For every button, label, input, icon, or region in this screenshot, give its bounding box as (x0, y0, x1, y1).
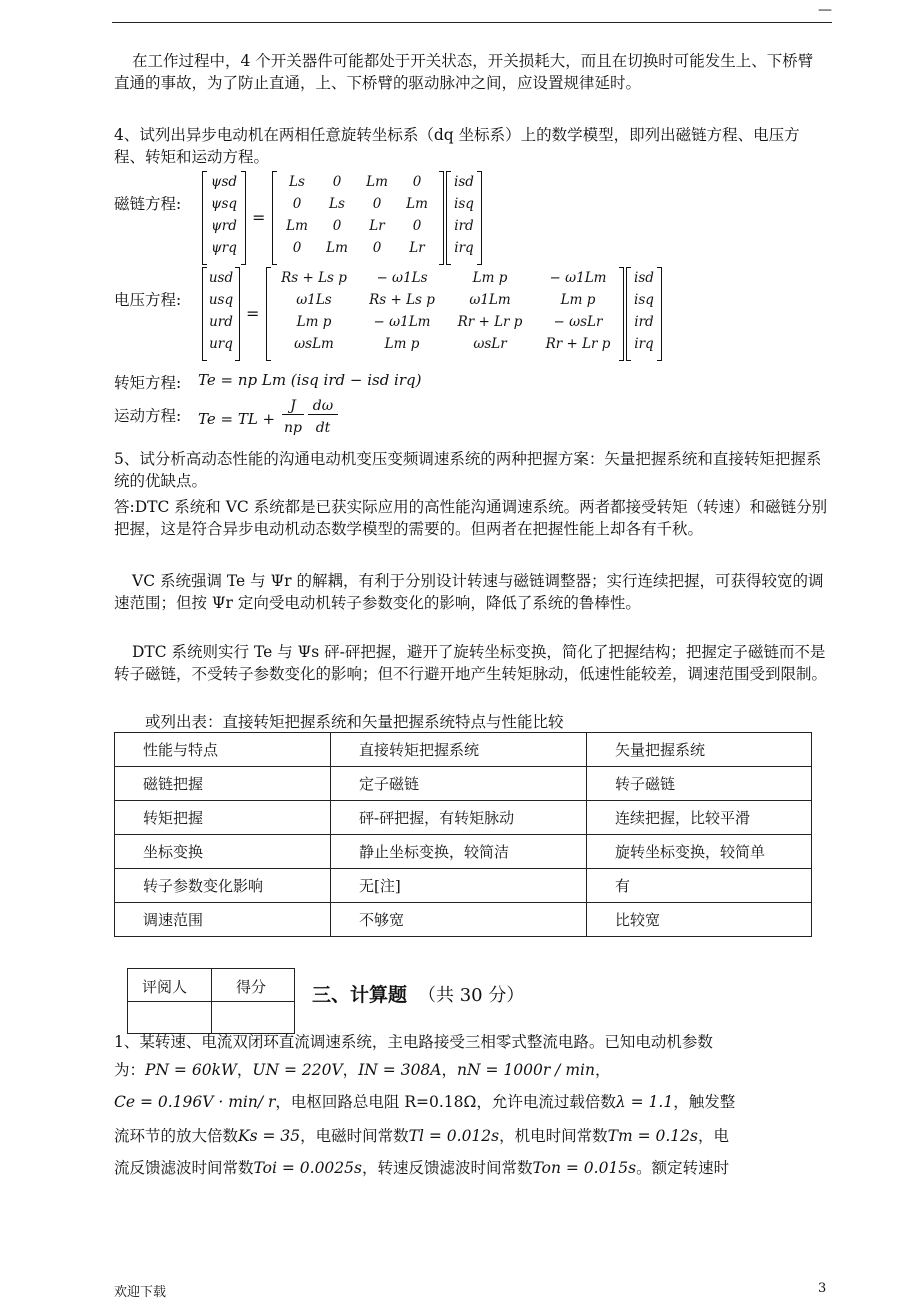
torque-equation: Te = np Lm (isq ird − isd irq) (198, 371, 422, 389)
calc1-line4-d: ，电 (697, 1127, 729, 1145)
calc1-line5 (114, 1152, 828, 1184)
calc1-pn: PN = 60kW (145, 1061, 237, 1079)
calc1-tl: Tl = 0.012s (408, 1127, 500, 1145)
flux-m-0-1: 0 (332, 174, 342, 190)
calc1-line4 (114, 1120, 828, 1152)
volt-m-2-2: Rr + Lr p (457, 314, 523, 330)
vcur-vec-3: irq (634, 336, 654, 352)
q5-vc-paragraph: VC 系统强调 Te 与 Ψr 的解耦，有利于分别设计转速与磁链调整器；实行连续把握，可获得较宽的调速范围；但按 Ψr 定向受电动机转子参数变化的影响，降低了系统的鲁棒性。 (114, 572, 824, 612)
table-row (115, 869, 812, 903)
table-cell: 坐标变换 (115, 835, 331, 869)
calc1-line3-mid: ，电枢回路总电阻 R=0.18Ω，允许电流过载倍数 (275, 1093, 616, 1111)
table-cell: 不够宽 (331, 903, 587, 937)
calc1-nn: nN = 1000r / min (457, 1061, 595, 1079)
calc1-ton: Ton = 0.015s (532, 1159, 637, 1177)
table-cell: 静止坐标变换，较简洁 (331, 835, 587, 869)
current-vector (446, 172, 482, 264)
calc1-un: UN = 220V (252, 1061, 343, 1079)
table-cell: 转矩把握 (115, 801, 331, 835)
q5-answer: 答:DTC 系统和 VC 系统都是已获实际应用的高性能沟通调速系统。两者都接受转矩（转速）和磁链分别把握，这是符合异步电动机动态数学模型的需要的。但两者在把握性能上却各有千秋。 (114, 498, 828, 538)
reviewer-label: 评阅人 (142, 978, 188, 996)
table-caption: 或列出表：直接转矩把握系统和矢量把握系统特点与性能比较 (145, 713, 564, 731)
score-box (127, 968, 295, 1034)
voltage-matrix (266, 268, 624, 360)
volt-vec-0: usd (208, 270, 234, 286)
table-cell: 无[注] (331, 869, 587, 903)
calc1-line2-prefix: 为： (114, 1061, 146, 1079)
table-cell: 有 (587, 869, 812, 903)
header-mark: — (818, 2, 832, 18)
table-cell: 磁链把握 (115, 767, 331, 801)
cur-vec-0: isd (454, 174, 474, 190)
page-number: 3 (818, 1281, 827, 1296)
table-header-cell: 直接转矩把握系统 (331, 733, 587, 767)
motion-dfrac-num: dω (308, 398, 338, 415)
flux-equals: = (252, 208, 266, 227)
volt-m-3-1: Lm p (384, 336, 420, 352)
table-cell: 旋转坐标变换，较简单 (587, 835, 812, 869)
intro-paragraph: 在工作过程中，4 个开关器件可能都处于开关状态，开关损耗大，而且在切换时可能发生上、下桥臂直通的事故，为了防止直通，上、下桥臂的驱动脉冲之间，应设置规律延时。 (114, 52, 814, 92)
score-label: 得分 (236, 978, 267, 996)
table-cell: 转子参数变化影响 (115, 869, 331, 903)
flux-vec-0: ψsd (210, 174, 238, 190)
motion-frac-den: np (284, 420, 302, 436)
volt-m-0-2: Lm p (472, 270, 508, 286)
flux-vec-2: ψrd (211, 218, 237, 234)
table-cell: 比较宽 (587, 903, 812, 937)
torque-label: 转矩方程: (114, 374, 182, 392)
flux-m-1-1: Ls (329, 196, 345, 212)
table-cell: 定子磁链 (331, 767, 587, 801)
table-cell: 转子磁链 (587, 767, 812, 801)
table-row (115, 733, 812, 767)
volt-vec-1: usq (208, 292, 234, 308)
vcur-vec-0: isd (634, 270, 654, 286)
table-header-cell: 矢量把握系统 (587, 733, 812, 767)
calc1-line4-b: ，电磁时间常数 (300, 1127, 409, 1145)
calc1-lambda: λ = 1.1 (615, 1093, 674, 1111)
volt-m-3-2: ωsLr (473, 336, 507, 352)
table-row (115, 767, 812, 801)
volt-m-1-3: Lm p (560, 292, 596, 308)
volt-m-2-3: − ωsLr (553, 314, 603, 330)
calc1-line5-c: 。额定转速时 (636, 1159, 730, 1177)
volt-m-3-3: Rr + Lr p (545, 336, 611, 352)
voltage-vector (202, 268, 240, 360)
flux-matrix (272, 172, 444, 264)
calc1-line3-tail: ，触发整 (673, 1093, 736, 1111)
voltage-equals: = (246, 304, 260, 323)
flux-m-3-3: Lr (409, 240, 425, 256)
flux-m-0-2: Lm (366, 174, 388, 190)
volt-m-1-1: Rs + Ls p (369, 292, 435, 308)
volt-m-0-3: − ω1Lm (549, 270, 607, 286)
volt-m-0-1: − ω1Ls (376, 270, 428, 286)
flux-m-1-3: Lm (406, 196, 428, 212)
flux-m-2-2: Lr (369, 218, 385, 234)
table-row (115, 801, 812, 835)
flux-m-1-2: 0 (372, 196, 382, 212)
volt-vec-2: urd (209, 314, 233, 330)
flux-vector (202, 172, 246, 264)
volt-m-0-0: Rs + Ls p (281, 270, 347, 286)
flux-m-2-1: 0 (332, 218, 342, 234)
comparison-table (114, 732, 812, 937)
table-header-cell: 性能与特点 (115, 733, 331, 767)
table-cell: 连续把握，比较平滑 (587, 801, 812, 835)
calc1-line5-a: 流反馈滤波时间常数 (114, 1159, 254, 1177)
calc1-ce: Ce = 0.196V · min/ r (114, 1093, 276, 1111)
cur-vec-2: ird (454, 218, 474, 234)
flux-label: 磁链方程: (114, 195, 182, 213)
motion-lhs: Te = TL + (198, 410, 276, 428)
vcur-vec-2: ird (634, 314, 654, 330)
calc1-toi: Toi = 0.0025s (253, 1159, 362, 1177)
calc1-line3 (114, 1086, 828, 1118)
flux-m-2-0: Lm (286, 218, 308, 234)
flux-vec-1: ψsq (210, 196, 238, 212)
calc1-line2: 为：PN = 60kW，UN = 220V，IN = 308A，nN = 1000r / min， (114, 1061, 611, 1079)
volt-vec-3: urq (209, 336, 233, 352)
table-cell: 砰-砰把握，有转矩脉动 (331, 801, 587, 835)
cur-vec-3: irq (454, 240, 474, 256)
flux-m-3-0: 0 (292, 240, 302, 256)
flux-vec-3: ψrq (211, 240, 237, 256)
motion-frac-num: J (282, 398, 304, 415)
header-rule (112, 22, 832, 23)
flux-m-1-0: 0 (292, 196, 302, 212)
section3-points: （共 30 分） (418, 985, 525, 1006)
voltage-label: 电压方程: (114, 291, 182, 309)
q4-question: 4、试列出异步电动机在两相任意旋转坐标系（dq 坐标系）上的数学模型，即列出磁链方程、电压方程、转矩和运动方程。 (114, 126, 800, 166)
score-box-divider (211, 969, 212, 1033)
calc1-line5-b: ，转速反馈滤波时间常数 (361, 1159, 533, 1177)
motion-label: 运动方程: (114, 407, 182, 425)
volt-m-2-1: − ω1Lm (373, 314, 431, 330)
calc1-line1: 1、某转速、电流双闭环直流调速系统，主电路接受三相零式整流电路。已知电动机参数 (114, 1033, 713, 1051)
table-row (115, 903, 812, 937)
section3-title: 三、计算题 (312, 984, 408, 1006)
calc1-line4-a: 流环节的放大倍数 (114, 1127, 239, 1145)
calc1-in: IN = 308A (358, 1061, 442, 1079)
flux-m-3-1: Lm (326, 240, 348, 256)
calc1-tm: Tm = 0.12s (607, 1127, 698, 1145)
volt-m-1-0: ω1Ls (296, 292, 332, 308)
voltage-current-vector (626, 268, 662, 360)
table-cell: 调速范围 (115, 903, 331, 937)
flux-m-0-0: Ls (289, 174, 305, 190)
motion-dfrac-den: dt (315, 420, 331, 436)
cur-vec-1: isq (454, 196, 474, 212)
volt-m-1-2: ω1Lm (469, 292, 511, 308)
volt-m-2-0: Lm p (296, 314, 332, 330)
flux-m-3-2: 0 (372, 240, 382, 256)
vcur-vec-1: isq (634, 292, 654, 308)
calc1-line4-c: ，机电时间常数 (499, 1127, 608, 1145)
table-row (115, 835, 812, 869)
flux-m-2-3: 0 (412, 218, 422, 234)
calc1-ks: Ks = 35 (238, 1127, 301, 1145)
footer-text: 欢迎下载 (114, 1285, 167, 1300)
volt-m-3-0: ωsLm (294, 336, 334, 352)
q5-dtc-paragraph: DTC 系统则实行 Te 与 Ψs 砰-砰把握，避开了旋转坐标变换，简化了把握结构；把握定子磁链而不是转子磁链，不受转子参数变化的影响；但不行避开地产生转矩脉动，低速性能较差，调速范围受到限制。 (114, 643, 828, 683)
flux-m-0-3: 0 (412, 174, 422, 190)
q5-question: 5、试分析高动态性能的沟通电动机变压变频调速系统的两种把握方案：矢量把握系统和直接转矩把握系统的优缺点。 (114, 450, 822, 490)
